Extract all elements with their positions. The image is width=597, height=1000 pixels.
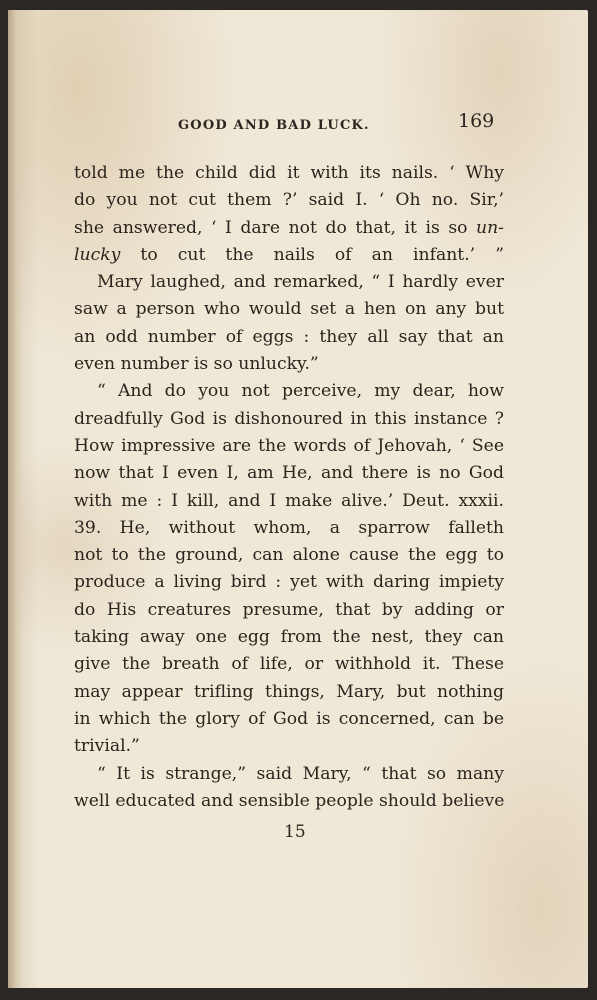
text-line: How impressive are the words of Jehovah, ‘ See	[74, 435, 504, 456]
text-line: may appear trifling things, Mary, but nothing	[74, 681, 504, 702]
text-line: an odd number of eggs : they all say that an	[74, 326, 504, 347]
text-line: well educated and sensible people should believe	[74, 790, 505, 811]
paper-page	[8, 10, 588, 988]
text-line: produce a living bird : yet with daring impiety	[74, 572, 504, 593]
italic-text: lucky	[74, 244, 121, 265]
text-line: in which the glory of God is concerned, can be	[74, 708, 504, 729]
text-line: do you not cut them ?’ said I. ‘ Oh no. Sir,’	[74, 190, 504, 211]
text-line: not to the ground, can alone cause the egg to	[74, 545, 504, 566]
text-line: 39. He, without whom, a sparrow falleth	[74, 517, 504, 538]
text-line: Mary laughed, and remarked, “ I hardly ever	[97, 272, 504, 293]
text-line: with me : I kill, and I make alive.’ Deut. xxxii.	[74, 490, 504, 511]
text-line: lucky to cut the nails of an infant.’ ”	[74, 244, 504, 265]
signature-mark: 15	[284, 822, 306, 842]
text-line: now that I even I, am He, and there is no God	[74, 463, 504, 484]
page-header	[8, 110, 588, 140]
text-line: do His creatures presume, that by adding or	[74, 599, 504, 620]
text-line: taking away one egg from the nest, they can	[74, 627, 504, 648]
text-line: even number is so unlucky.”	[74, 354, 319, 375]
text-line: “ It is strange,” said Mary, “ that so many	[97, 763, 504, 784]
italic-text: un-	[476, 217, 504, 238]
text-line: she answered, ‘ I dare not do that, it is so un-	[74, 217, 504, 238]
text-line: saw a person who would set a hen on any but	[74, 299, 504, 320]
text-line: give the breath of life, or withhold it. These	[74, 654, 504, 675]
running-title: GOOD AND BAD LUCK.	[178, 118, 370, 133]
page-number: 169	[458, 110, 495, 132]
text-line: told me the child did it with its nails. ‘ Why	[74, 163, 504, 183]
body-text	[74, 160, 504, 815]
page-gutter	[8, 10, 22, 988]
text-line: trivial.”	[74, 736, 140, 757]
text-line: “ And do you not perceive, my dear, how	[97, 381, 504, 402]
text-line: dreadfully God is dishonoured in this instance ?	[74, 408, 504, 429]
